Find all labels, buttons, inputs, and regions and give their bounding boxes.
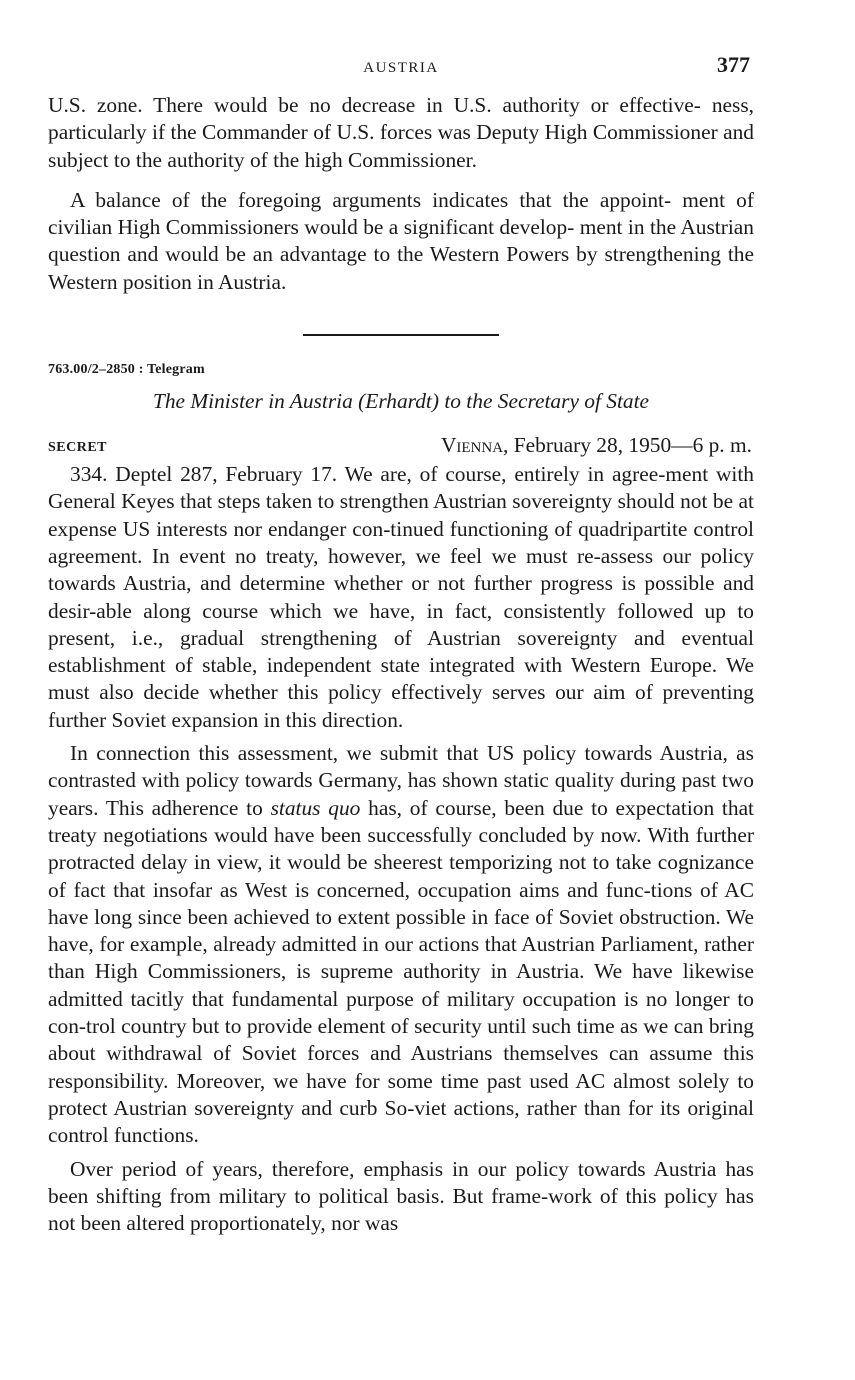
- dateline: [48, 433, 754, 461]
- body-paragraph-2: [48, 740, 754, 1149]
- continuation-line: U.S. zone. There would be no decrease in U.S. authority or effective-: [48, 93, 701, 117]
- paragraph-2-text-b: has, of course, been due to expectation that treaty negotiations would have been successfully concluded by now. With further protracted delay in view, it would be sheerest temporizing not to take cognizance of fact that insofar as West is concerned, occupation aims and func-tions of AC have long since been achieved to extent possible in face of Soviet obstruction. We have, for example, already admitted in our actions that Austrian Parliament, rather than High Commissioners, is supreme authority in Austria. We have likewise admitted tacitly that fundamental purpose of military occupation is no longer to con-trol country but to provide element of security until such time as we can bring about withdrawal of Soviet forces and Austrians themselves can assume this responsibility. Moreover, we have for some time past used AC almost solely to protect Austrian sovereignty and curb So-viet actions, rather than for its original control functions.: [48, 795, 755, 1148]
- running-title: AUSTRIA: [363, 60, 439, 76]
- document-page: [48, 52, 754, 1237]
- body-paragraph-1: 334. Deptel 287, February 17. We are, of course, entirely in agree-ment with General Keyes that steps taken to strengthen Austrian sovereignty should not be at expense US interests nor endanger con-tinued functioning of quadripartite control agreement. In event no treaty, however, we feel we must re-assess our policy towards Austria, and determine whether or not further progress is possible and desir-able along course which we have, in fact, consistently followed up to present, i.e., gradual strengthening of Austrian sovereignty and eventual establishment of stable, independent state integrated with Western Europe. We must also decide whether this policy effectively serves our aim of preventing further Soviet expansion in this direction.: [48, 462, 754, 732]
- balance-line: Western Powers by strengthening the Western position in Austria.: [48, 242, 754, 294]
- paragraph-2-text-a: In connection this assessment, we submit that US policy towards Austria, as contrasted with policy towards Germany, has shown static quality during past two years. This adherence to: [48, 741, 754, 820]
- balance-paragraph: [48, 187, 754, 296]
- continuation-line: ness, particularly if the Commander of U.S. forces was Deputy High: [48, 93, 754, 145]
- continuation-paragraph: [48, 92, 754, 174]
- document-reference: 763.00/2–2850 : Telegram: [48, 362, 205, 378]
- body-paragraph-3: Over period of years, therefore, emphasis in our policy towards Austria has been shifting from military to political basis. But frame-work of this policy has not been altered proportionately, nor was: [48, 1156, 754, 1236]
- running-head: [48, 52, 754, 82]
- date-text: , February 28, 1950—6 p. m.: [503, 433, 752, 458]
- place-name: Vienna: [440, 433, 504, 458]
- continuation-line: Commissioner and subject to the authority of the high Commissioner.: [48, 120, 754, 172]
- balance-line: ment in the Austrian question and would be an advantage to the: [48, 215, 754, 267]
- heading-prefix: The Minister in Austria (: [152, 389, 366, 414]
- document-heading: [48, 388, 754, 415]
- heading-name: Erhardt: [365, 389, 432, 414]
- balance-line: ment of civilian High Commissioners would be a significant develop-: [48, 187, 754, 240]
- place-date: [441, 433, 752, 458]
- status-quo-phrase: status quo: [270, 795, 361, 820]
- section-divider: [303, 334, 499, 336]
- page-number: 377: [717, 52, 750, 77]
- heading-suffix: ) to the Secretary of State: [431, 389, 650, 414]
- balance-line: A balance of the foregoing arguments indicates that the appoint-: [70, 187, 672, 212]
- classification-label: SECRET: [48, 440, 108, 456]
